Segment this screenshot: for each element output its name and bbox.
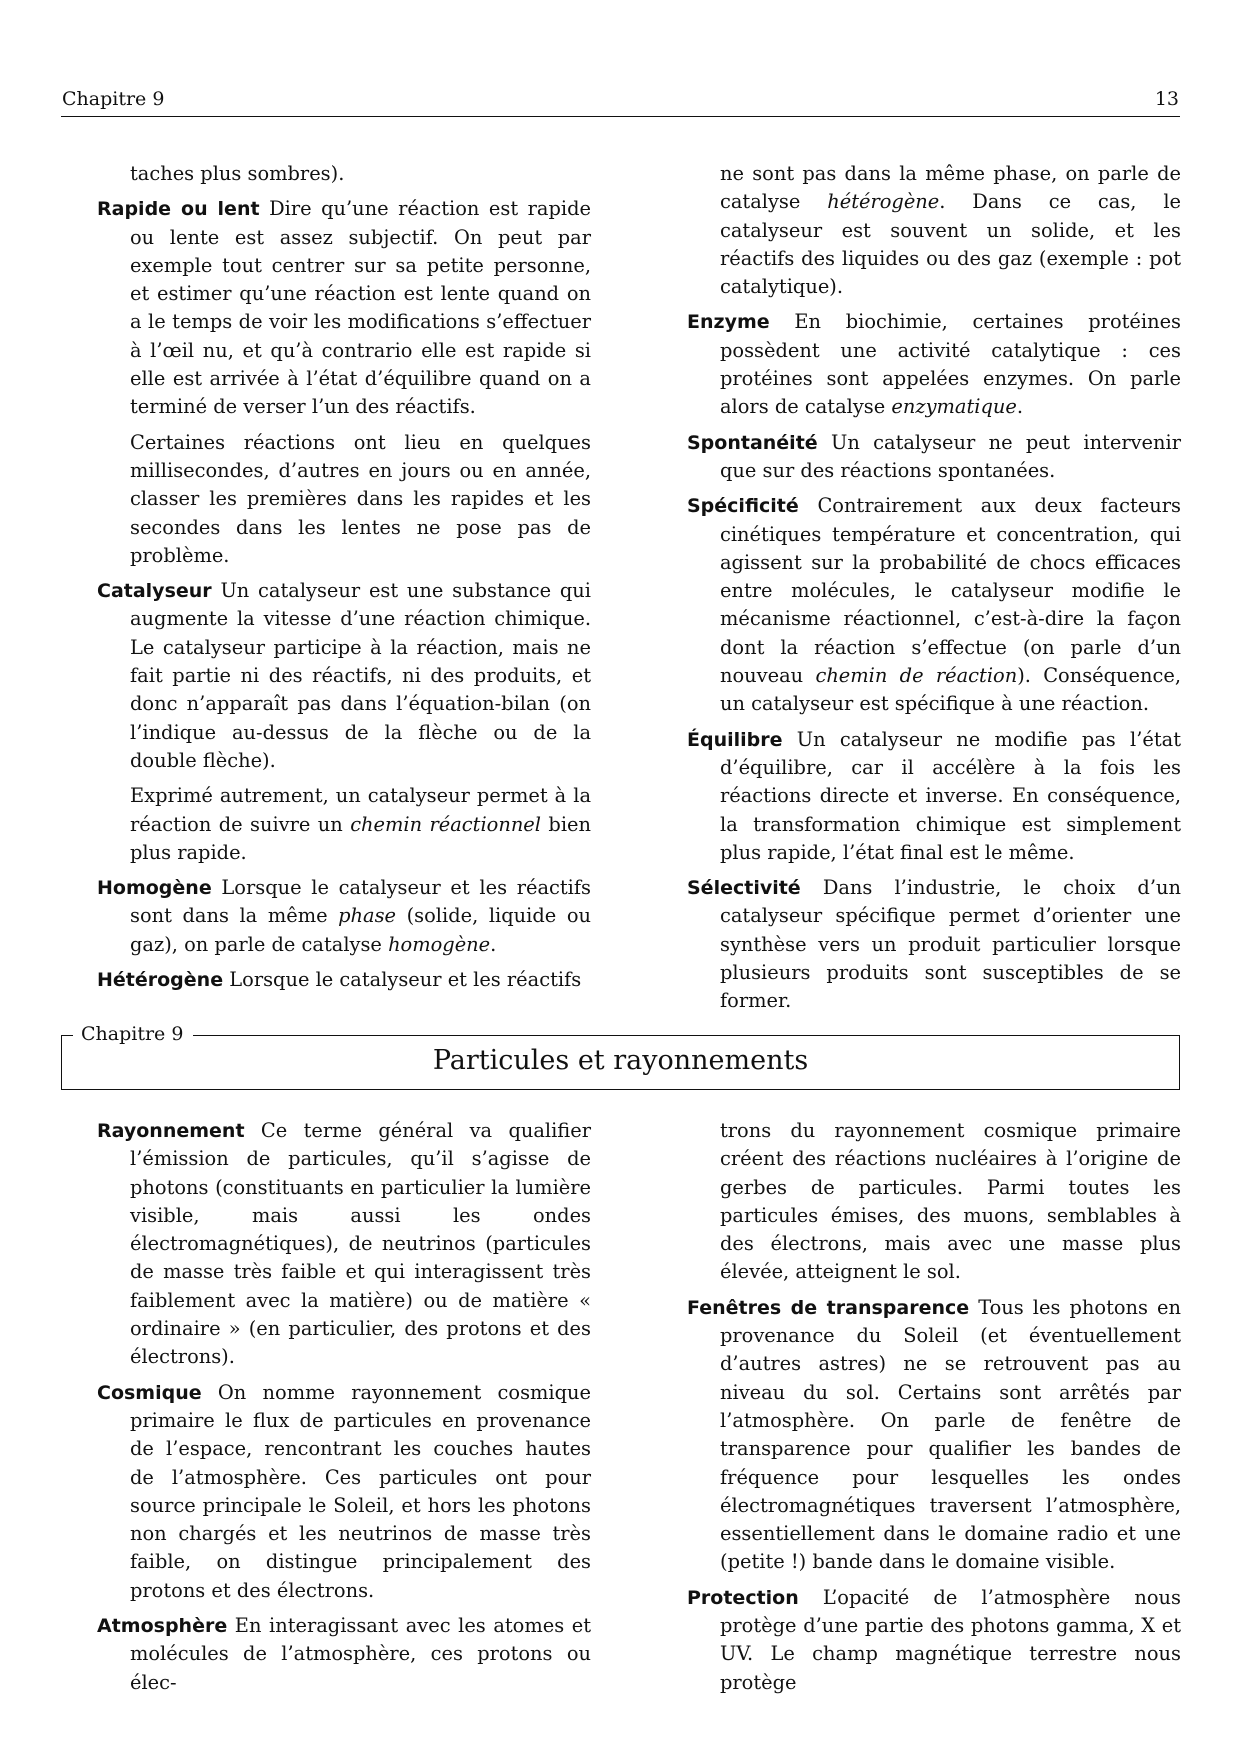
paragraph-rapide-ou-lent-2: Certaines réactions ont lieu en quelques millisecondes, d’autres en jours ou en année, classer les premières dans les rapides et les secondes dans les lentes ne pose pas de problème. (130, 430, 591, 567)
definition-text: Tous les photons en provenance du Soleil (et éventuellement d’autres astres) ne se retrouvent pas au niveau du sol. Certains sont arrêtés par l’atmosphère. On parle de fenêtre de transparence pour qualifier les bandes de fréquence pour lesquelles les ondes électromagnétiques traversent l’atmosphère, essentiellement dans le domaine radio et une (petite !) bande dans le domaine visible. (720, 1295, 1181, 1574)
definition-text: Un catalyseur est une substance qui augmente la vitesse d’une réaction chimique. Le catalyseur participe à la réaction, mais ne fait partie ni des réactifs, ni des produits, et donc n’apparaît pas dans l’équation-bilan (on l’indique au-dessus de la flèche ou de la double flèche). (130, 579, 592, 772)
continuation-atmosphere: trons du rayonnement cosmique primaire créent des réactions nucléaires à l’origine de gerbes de particules. Parmi toutes les particules émises, des muons, semblables à des électrons, mais avec une masse plus élevée, atteignent le sol. (720, 1119, 1181, 1284)
text-part: ne sont pas dans la même phase, on parle de catalyse (720, 162, 1181, 214)
term-protection: Protection (687, 1586, 799, 1609)
text-part: Lorsque le catalyseur et les réactifs sont dans la même (130, 876, 591, 928)
term-spontaneite: Spontanéité (687, 431, 818, 454)
entry-rayonnement (97, 1117, 591, 1372)
chapter-title: Particules et rayonnements (432, 1045, 809, 1076)
entry-specificite (687, 492, 1181, 718)
definition-text: Dire qu’une réaction est rapide ou lente est assez subjectif. On peut par exemple tout centrer sur sa petite personne, et estimer qu’une réaction est lente quand on a le temps de voir les modifications s’effectuer à l’œil nu, et qu’à contrario elle est rapide si elle est arrivée à l’état d’équilibre quand on a terminé de verser l’un des réactifs. (130, 197, 591, 419)
text-part: bien plus rapide. (130, 812, 591, 864)
emphasis: enzymatique (891, 395, 1017, 419)
entry-heterogene (97, 966, 591, 994)
text-part: Exprimé autrement, un catalyseur permet à la réaction de suivre un (130, 784, 591, 836)
definition-text: On nomme rayonnement cosmique primaire le flux de particules en provenance de l’espace, rencontrant les couches hautes de l’atmosphère. Ces particules ont pour source principale le Soleil, et hors les photons non chargés et les neutrinos de masse très faible, on distingue principalement des protons et des électrons. (130, 1380, 591, 1602)
entry-catalyseur (97, 577, 591, 775)
definition-text: Dans l’industrie, le choix d’un catalyseur spécifique permet d’orienter une synthèse vers un produit particulier lorsque plusieurs produits sont susceptibles de se former. (720, 876, 1181, 1013)
entry-fenetres-de-transparence (687, 1294, 1181, 1577)
emphasis: phase (338, 904, 397, 928)
page-number: 13 (1154, 88, 1179, 110)
term-rayonnement: Rayonnement (97, 1120, 245, 1142)
section1-right-column (687, 160, 1181, 1016)
continuation-text: taches plus sombres). (130, 162, 345, 185)
term-enzyme: Enzyme (687, 311, 770, 334)
emphasis: chemin de réaction (815, 664, 1018, 688)
entry-enzyme (687, 308, 1181, 421)
term-catalyseur: Catalyseur (97, 580, 212, 603)
definition-text: En interagissant avec les atomes et molécules de l’atmosphère, ces protons ou élec- (130, 1614, 591, 1694)
text-part: . (490, 932, 497, 956)
definition-text: Un catalyseur ne modifie pas l’état d’équilibre, car il accélère à la fois les réactions directe et inverse. En conséquence, la transformation chimique est simplement plus rapide, l’état final est le même. (720, 727, 1181, 864)
entry-selectivite (687, 874, 1181, 1015)
entry-protection (687, 1584, 1181, 1697)
emphasis: chemin réactionnel (350, 812, 541, 836)
definition-text: Ce terme général va qualifier l’émission de particules, qu’il s’agisse de photons (constituants en particulier la lumière visible, mais aussi les ondes électromagnétiques), de neutrinos (particules de masse très faible et qui interagissent très faiblement avec la matière) ou de matière « ordinaire » (en particulier, des protons et des électrons). (130, 1119, 591, 1369)
text-part: Contrairement aux deux facteurs cinétiques température et concentration, qui agissent sur la probabilité de chocs efficaces entre molécules, le catalyseur modifie le mécanisme réactionnel, c’est-à-dire la façon dont la réaction s’effectue (on parle d’un nouveau (720, 494, 1181, 688)
paragraph-catalyseur-2 (97, 782, 591, 867)
text-part: . Dans ce cas, le catalyseur est souvent un solide, et les réactifs des liquides ou des gaz (exemple : pot catalytique). (720, 190, 1181, 299)
term-cosmique: Cosmique (97, 1381, 202, 1404)
emphasis: homogène (388, 932, 491, 956)
term-specificite: Spécificité (687, 495, 799, 518)
term-atmosphere: Atmosphère (97, 1615, 228, 1638)
section2-right-column (687, 1117, 1181, 1697)
definition-text: Un catalyseur ne peut intervenir que sur des réactions spontanées. (720, 430, 1181, 482)
entry-rapide-ou-lent (97, 195, 591, 421)
definition-text: Lorsque le catalyseur et les réactifs (229, 968, 582, 992)
chapter-heading-box (61, 1023, 1180, 1090)
text-part: En biochimie, certaines protéines possèdent une activité catalytique : ces protéines sont appelées enzymes. On parle alors de catalyse (720, 310, 1182, 419)
text-part: (solide, liquide ou gaz), on parle de catalyse (130, 904, 591, 956)
entry-cosmique (97, 1379, 591, 1605)
header-chapter: Chapitre 9 (62, 88, 165, 110)
term-selectivite: Sélectivité (687, 877, 801, 900)
term-rapide-ou-lent: Rapide ou lent (97, 198, 260, 221)
text-part: ). Conséquence, un catalyseur est spécifique à une réaction. (720, 664, 1182, 716)
term-homogene: Homogène (97, 877, 212, 900)
definition-text: L’opacité de l’atmosphère nous protège d’une partie des photons gamma, X et UV. Le champ magnétique terrestre nous protège (720, 1585, 1181, 1694)
text-part: . (1016, 395, 1024, 419)
entry-spontaneite (687, 429, 1181, 486)
term-heterogene: Hétérogène (97, 969, 224, 992)
section2-left-column (97, 1117, 591, 1697)
term-fenetres-de-transparence: Fenêtres de transparence (687, 1296, 970, 1319)
chapter-label: Chapitre 9 (73, 1021, 193, 1047)
entry-equilibre (687, 726, 1181, 867)
emphasis: hétérogène (827, 190, 940, 214)
entry-homogene (97, 874, 591, 959)
term-equilibre: Équilibre (687, 728, 783, 751)
entry-atmosphere (97, 1612, 591, 1697)
continuation-heterogene (687, 160, 1181, 301)
section1-left-column (97, 160, 591, 994)
page-header (61, 88, 1180, 117)
